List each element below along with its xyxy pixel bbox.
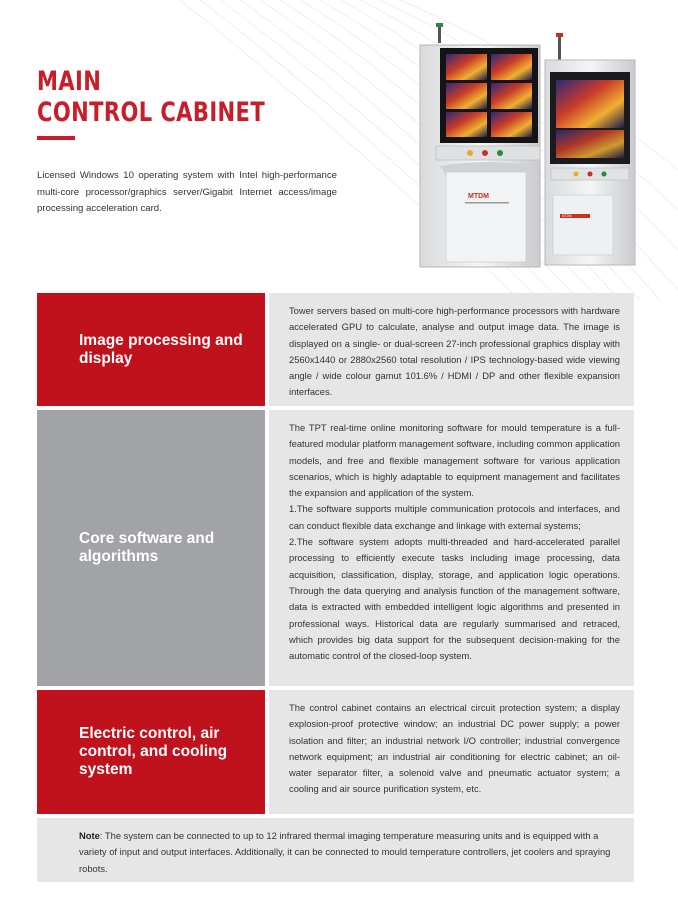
section-body [269, 293, 634, 406]
section-core-software [37, 410, 634, 686]
section-label: Core software and algorithms [37, 410, 265, 686]
section-paragraph: 1.The software supports multiple communication protocols and interfaces, and can conduct flexible data exchange and linkage with external systems; [289, 503, 620, 531]
cabinet-photo [410, 20, 650, 270]
intro-text: Licensed Windows 10 operating system with Intel high-performance multi-core processor/graphics server/Gigabit Internet access/image processing acceleration card. [37, 170, 337, 214]
section-paragraph: The control cabinet contains an electrical circuit protection system; a display explosion-proof protective window; an industrial DC power supply; a power isolation and filter; an industrial network I/O controller; industrial convergence network equipment; an industrial air conditioning for electric cabinet; an oil-water separator filter, a solenoid valve and pneumatic actuator system; a cooling and air source purification system, etc. [289, 702, 620, 795]
back-cabinet [545, 33, 635, 265]
back-cabinet-logo: MTDM [562, 214, 572, 219]
section-paragraph: The TPT real-time online monitoring software for mould temperature is a full-featured modular platform management software, including common application models, and free and flexible management software for various application scenarios, which is highly adaptable to equipment management and facilitates the expansion and application of the system. [289, 422, 620, 499]
section-body [269, 690, 634, 814]
section-label: Image processing and display [37, 293, 265, 406]
front-cabinet [420, 23, 540, 267]
section-electric-control [37, 690, 634, 814]
section-image-processing [37, 293, 634, 406]
section-paragraph: Tower servers based on multi-core high-performance processors with hardware accelerated GPU to calculate, analyse and output image data. The image is displayed on a single- or dual-screen 27-inch professional graphics display with 2560x1440 or 2880x2560 total resolution / IPS technology-based wide viewing angle / wide colour gamut 101.6% / HDMI / DP and other flexible expansion interfaces. [289, 305, 620, 398]
title-line-2: CONTROL CABINET [37, 97, 266, 128]
note-box [37, 818, 634, 882]
note-label: Note [79, 830, 100, 841]
title-underline [37, 136, 75, 140]
page-title [37, 66, 329, 128]
section-paragraph: 2.The software system adopts multi-threaded and hard-accelerated parallel processing to efficiently execute tasks including image processing, data acquisition, classification, display, storage, and application logic operations. Through the data querying and analysis function of the management software, data is extracted with embedded intelligent logic algorithms and presented in professional ways. Historical data are regularly summarised and retraced, which provides big data support for the subsequent decision-making for the automatic control of the closed-loop system. [289, 536, 620, 662]
section-label: Electric control, air control, and cooling system [37, 690, 265, 814]
title-line-1: MAIN [37, 66, 102, 97]
section-body [269, 410, 634, 686]
note-text: : The system can be connected to up to 12 infrared thermal imaging temperature measuring units and is equipped with a variety of input and output interfaces. Additionally, it can be connected to mould temperature controllers, jet coolers and spraying robots. [79, 830, 611, 874]
front-cabinet-logo: MTDM [468, 193, 489, 200]
